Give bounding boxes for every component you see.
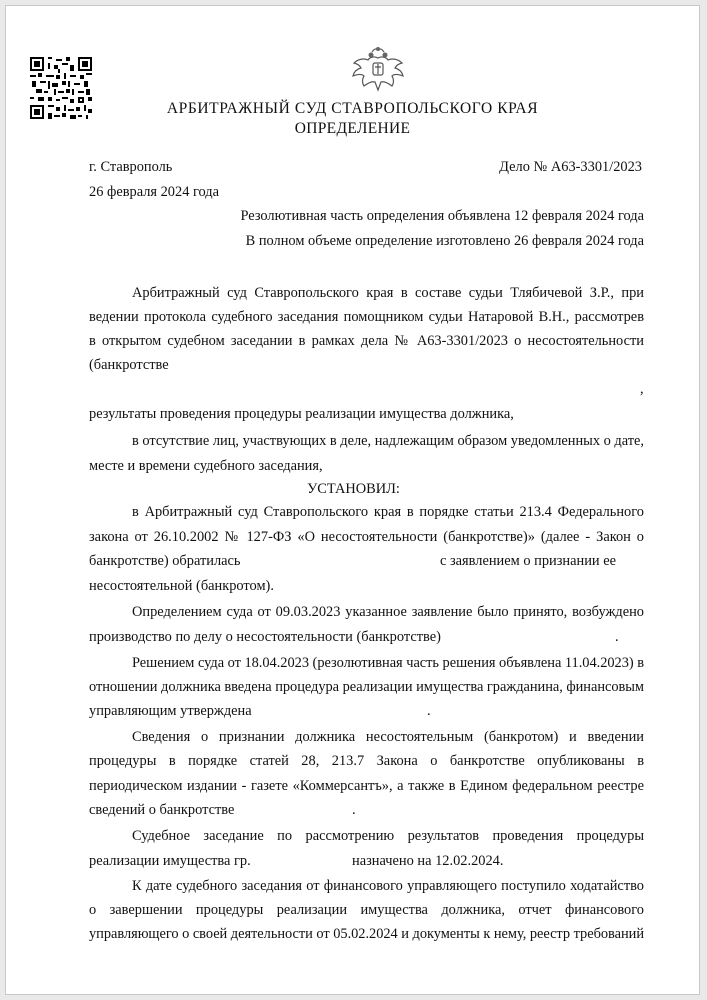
resolution-announced-note: Резолютивная часть определения объявлена 12 февраля 2024 года xyxy=(240,208,644,224)
paragraph-line: в открытом судебном заседании в рамках дела № А63-3301/2023 о несостоятельности xyxy=(89,333,644,349)
section-heading: УСТАНОВИЛ: xyxy=(307,481,400,497)
paragraph-line: с заявлением о признании ее xyxy=(440,553,616,569)
paragraph-line: управляющим утверждена xyxy=(89,703,252,719)
city: г. Ставрополь xyxy=(89,159,173,175)
paragraph-line: отношении должника введена процедура реализации имущества гражданина, финансовым xyxy=(89,679,644,695)
full-text-made-note: В полном объеме определение изготовлено 26 февраля 2024 года xyxy=(245,233,644,249)
paragraph-line: результаты проведения процедуры реализации имущества должника, xyxy=(89,406,514,422)
paragraph-line: Определением суда от 09.03.2023 указанное заявление было принято, возбуждено xyxy=(132,604,644,620)
paragraph-line: Арбитражный суд Ставропольского края в составе судьи Тлябичевой З.Р., при xyxy=(132,285,644,301)
paragraph-line: . xyxy=(352,802,356,818)
paragraph-line: назначено на 12.02.2024. xyxy=(352,853,504,869)
paragraph-line: Судебное заседание по рассмотрению результатов проведения процедуры xyxy=(132,828,644,844)
paragraph-line: , xyxy=(640,381,644,397)
paragraph-line: процедуры в порядке статей 28, 213.7 Закона о банкротстве опубликованы в xyxy=(89,753,644,769)
paragraph-line: Решением суда от 18.04.2023 (резолютивная часть решения объявлена 11.04.2023) в xyxy=(132,655,644,671)
paragraph-line: о завершении процедуры реализации имущества должника, отчет финансового xyxy=(89,902,644,918)
court-name: АРБИТРАЖНЫЙ СУД СТАВРОПОЛЬСКОГО КРАЯ xyxy=(166,100,539,117)
paragraph-line: производство по делу о несостоятельности (банкротстве) xyxy=(89,629,441,645)
coat-of-arms-emblem xyxy=(348,46,408,92)
paragraph-line: банкротстве) обратилась xyxy=(89,553,241,569)
paragraph-line: Сведения о признании должника несостоятельным (банкротом) и введении xyxy=(132,729,644,745)
paragraph-line: месте и времени судебного заседания, xyxy=(89,458,323,474)
paragraph-line: (банкротстве xyxy=(89,357,169,373)
paragraph-line: управляющего о своей деятельности от 05.02.2024 и документы к нему, реестр требований xyxy=(89,926,644,942)
document-type: ОПРЕДЕЛЕНИЕ xyxy=(294,120,411,137)
case-number: Дело № А63-3301/2023 xyxy=(499,159,642,175)
paragraph-line: К дате судебного заседания от финансового управляющего поступило ходатайство xyxy=(132,878,644,894)
paragraph-line: . xyxy=(615,629,619,645)
paragraph-line: закона от 26.10.2002 № 127-ФЗ «О несостоятельности (банкротстве)» (далее - Закон о xyxy=(89,529,644,545)
paragraph-line: периодическом издании - газете «Коммерсантъ», а также в Едином федеральном реестре xyxy=(89,778,644,794)
paragraph-line: несостоятельной (банкротом). xyxy=(89,578,274,594)
paragraph-line: . xyxy=(427,703,431,719)
document-page xyxy=(5,5,700,995)
paragraph-line: реализации имущества гр. xyxy=(89,853,251,869)
paragraph-line: в отсутствие лиц, участвующих в деле, надлежащим образом уведомленных о дате, xyxy=(132,433,644,449)
paragraph-line: ведении протокола судебного заседания помощником судьи Натаровой В.Н., рассмотрев xyxy=(89,309,644,325)
document-date: 26 февраля 2024 года xyxy=(89,184,220,200)
paragraph-line: в Арбитражный суд Ставропольского края в порядке статьи 213.4 Федерального xyxy=(132,504,644,520)
paragraph-line: сведений о банкротстве xyxy=(89,802,235,818)
